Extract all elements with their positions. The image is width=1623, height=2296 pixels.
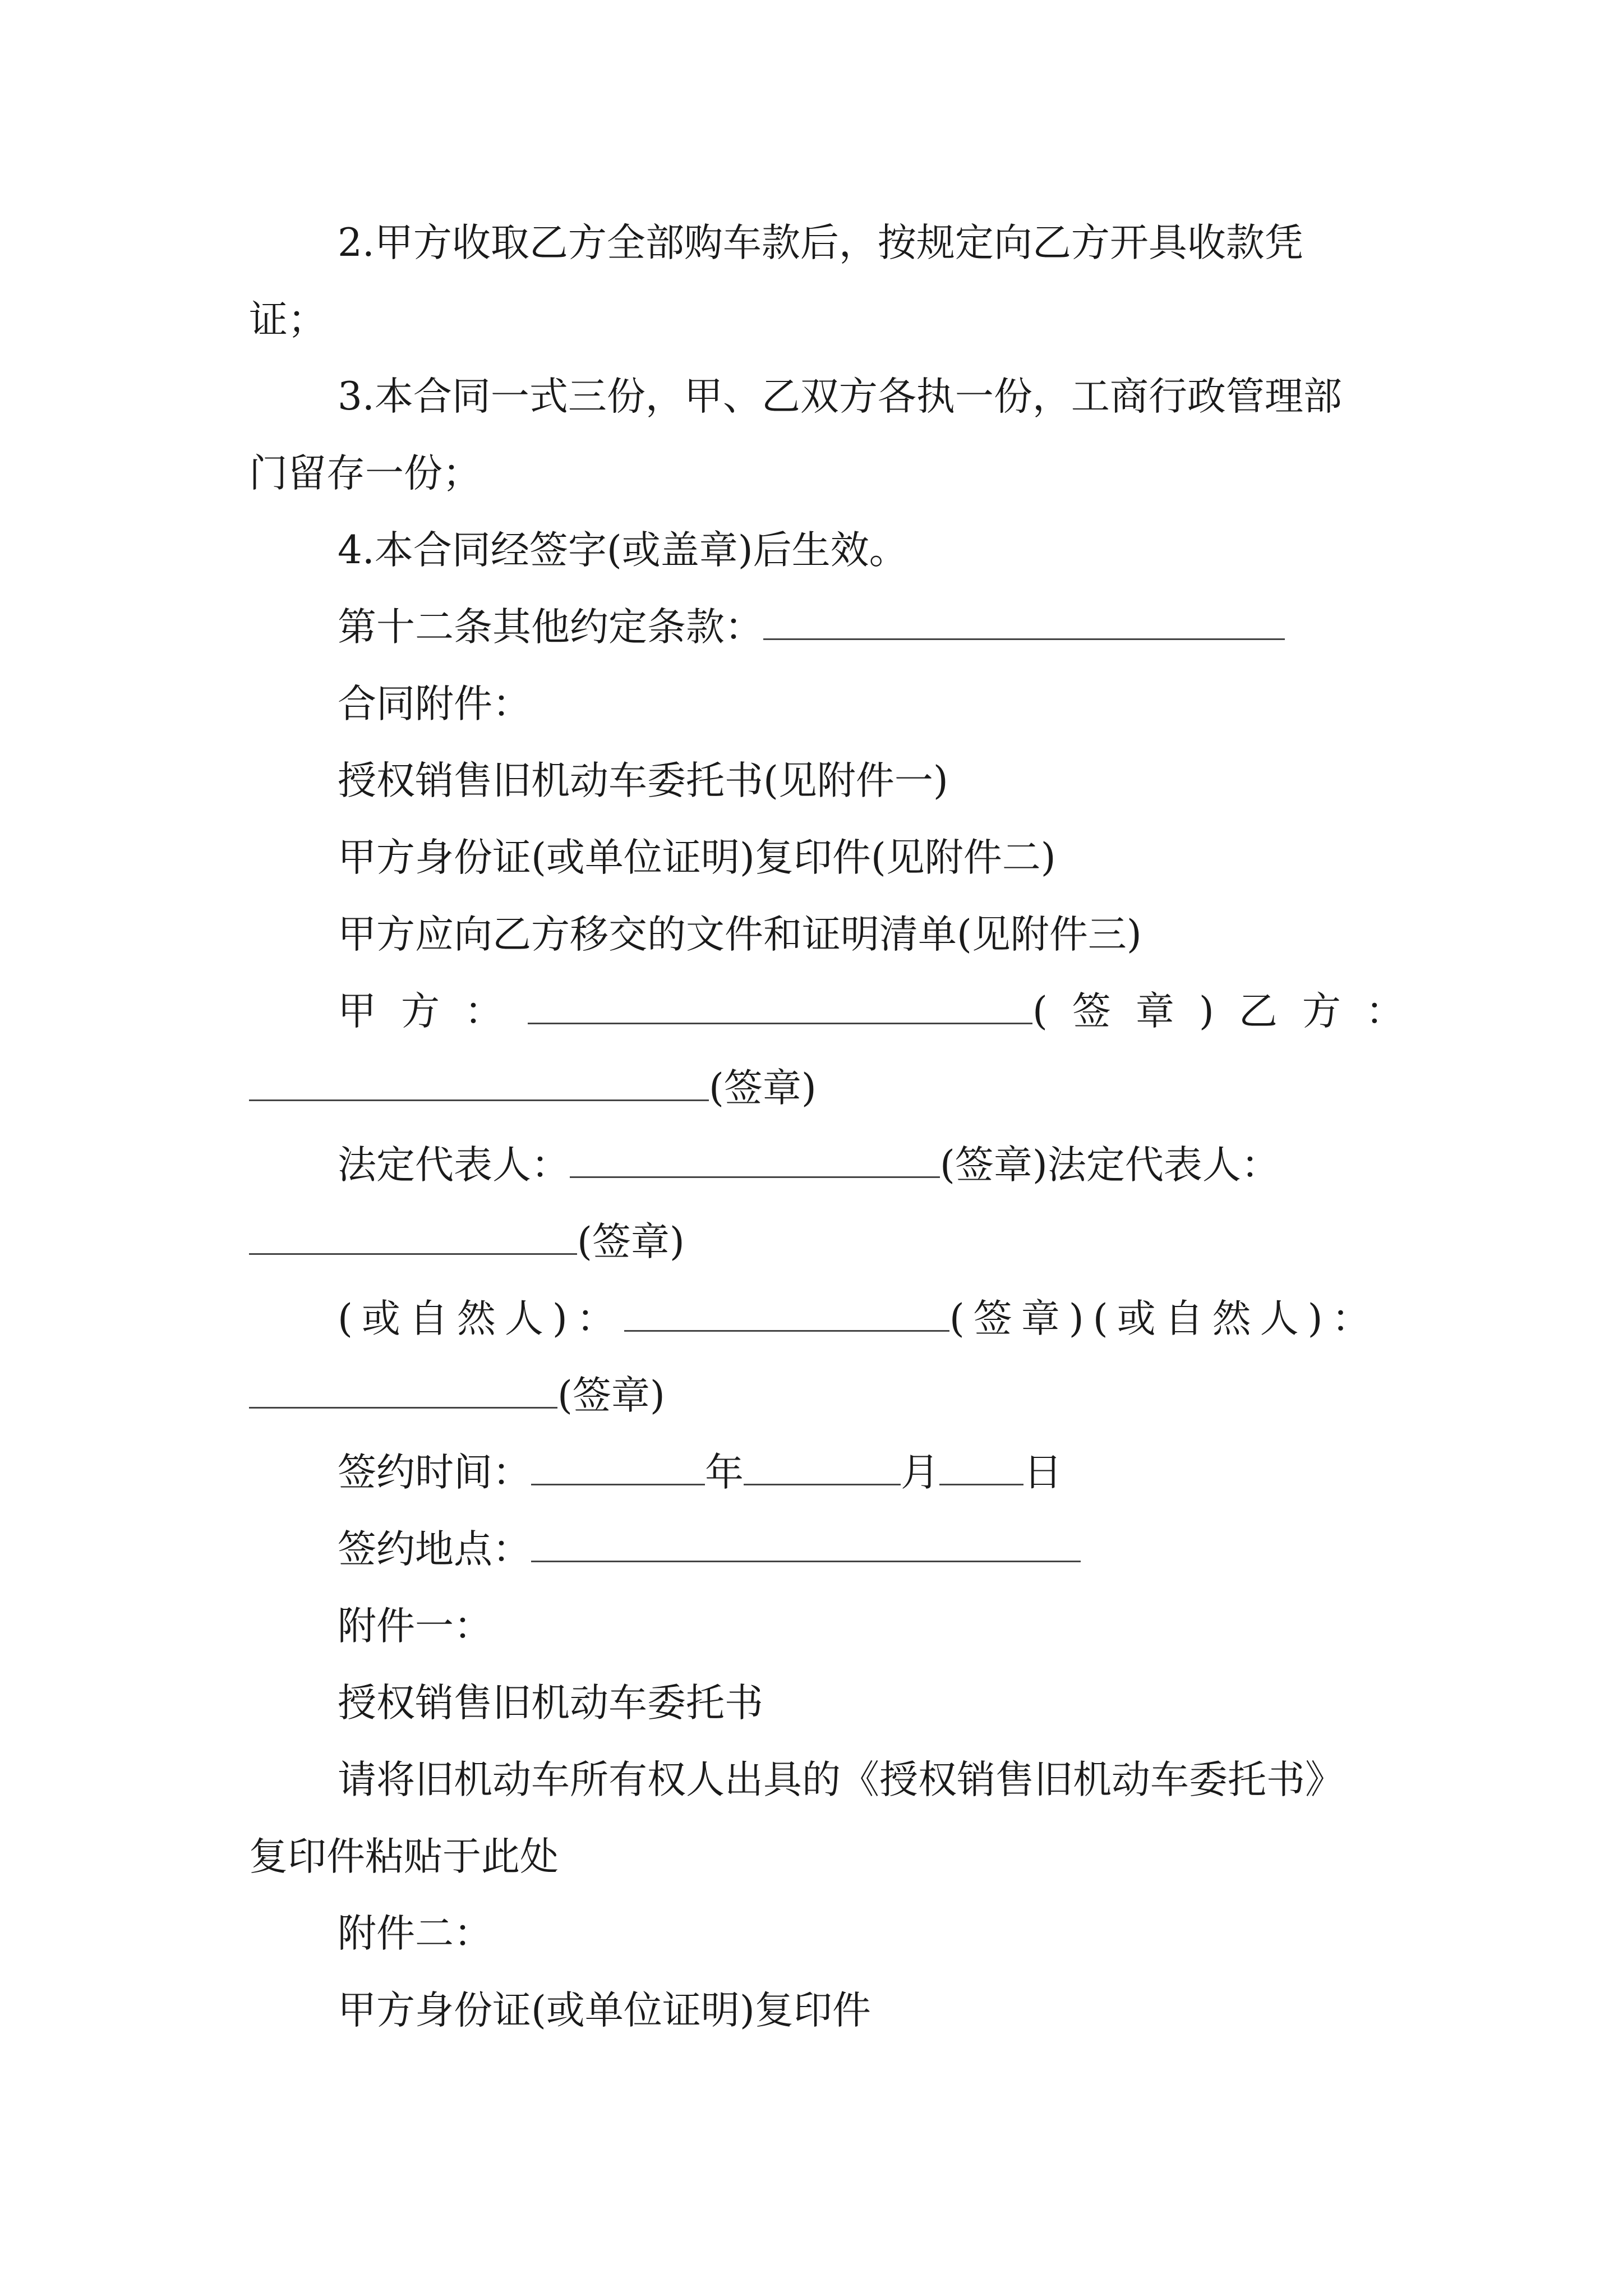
sign-place-line [249, 1511, 1376, 1588]
seal-6: (签章) [557, 1373, 665, 1418]
legal-rep-b-blank [249, 1218, 577, 1255]
article-12-blank [763, 604, 1285, 640]
annex-2-title: 附件二： [338, 1911, 492, 1956]
annex-2-name: 甲方身份证(或单位证明)复印件 [338, 1988, 871, 2033]
party-signature-line [249, 973, 1429, 1050]
party-b-line [249, 1050, 1376, 1127]
document-body [249, 205, 1429, 2049]
month-label: 月 [901, 1450, 939, 1495]
seal-2: (签章) [709, 1066, 817, 1111]
month-blank [744, 1449, 901, 1485]
natural-person-a-blank [624, 1295, 949, 1332]
legal-rep-a-label: 法定代表人： [338, 1143, 570, 1188]
annex-1-title: 附件一： [338, 1604, 492, 1649]
party-a-label: 甲方： [338, 989, 528, 1034]
clause-2: 2.甲方收取乙方全部购车款后，按规定向乙方开具收款凭证； [249, 220, 1303, 342]
article-12-label: 第十二条其他约定条款： [338, 605, 763, 650]
sign-time-line [249, 1434, 1376, 1511]
clause-4: 4.本合同经签字(或盖章)后生效。 [338, 528, 908, 573]
day-label: 日 [1023, 1450, 1062, 1495]
seal-1: (签章) [1032, 989, 1239, 1034]
natural-person-b-line [249, 1358, 1376, 1434]
sign-place-label: 签约地点： [338, 1527, 531, 1572]
sign-time-label: 签约时间： [338, 1450, 531, 1495]
sign-place-blank [531, 1526, 1081, 1562]
year-blank [531, 1449, 705, 1485]
seal-3: (签章) [940, 1143, 1048, 1188]
natural-person-a-label: (或自然人)： [338, 1296, 624, 1341]
annex-1-note: 请将旧机动车所有权人出具的《授权销售旧机动车委托书》复印件粘贴于此处 [249, 1757, 1344, 1879]
natural-person-b-blank [249, 1372, 557, 1409]
day-blank [939, 1449, 1023, 1485]
party-b-blank [249, 1065, 709, 1101]
seal-5: (签章) [949, 1296, 1093, 1341]
attachment-3-ref: 甲方应向乙方移交的文件和证明清单(见附件三) [338, 912, 1142, 957]
party-a-blank [528, 988, 1032, 1024]
legal-rep-line [249, 1127, 1376, 1204]
year-label: 年 [705, 1450, 744, 1495]
attachment-2-ref: 甲方身份证(或单位证明)复印件(见附件二) [338, 835, 1056, 880]
legal-rep-a-blank [570, 1142, 940, 1178]
article-12-line [249, 589, 1376, 666]
seal-4: (签章) [577, 1220, 685, 1264]
legal-rep-b-label: 法定代表人： [1047, 1143, 1280, 1188]
party-b-label: 乙方： [1238, 989, 1429, 1034]
clause-3: 3.本合同一式三份，甲、乙双方各执一份，工商行政管理部门留存一份； [249, 374, 1342, 496]
natural-person-b-label: (或自然人)： [1092, 1296, 1380, 1341]
legal-rep-b-line [249, 1204, 1376, 1281]
natural-person-line [249, 1281, 1380, 1358]
attachments-title: 合同附件： [338, 682, 531, 726]
annex-1-name: 授权销售旧机动车委托书 [338, 1681, 763, 1726]
attachment-1-ref: 授权销售旧机动车委托书(见附件一) [338, 758, 948, 803]
